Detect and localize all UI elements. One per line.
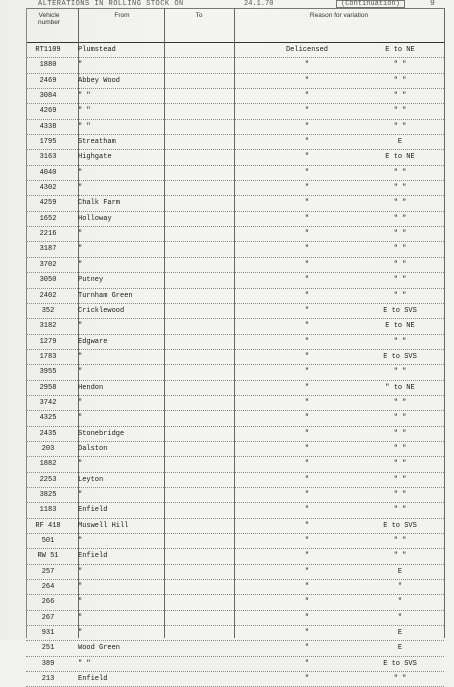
from-cell: " <box>78 184 83 193</box>
from-cell: Hendon <box>78 383 104 392</box>
table-row <box>26 319 444 334</box>
table-row <box>26 672 444 687</box>
header-from: From <box>114 12 130 19</box>
from-cell: Streatham <box>78 138 116 147</box>
reason-cell: " <box>304 322 310 331</box>
from-cell: " " <box>78 107 91 116</box>
reason-cell: " <box>304 506 310 515</box>
vehicle-number-cell: 1783 <box>39 352 57 361</box>
reason-cell: " <box>304 107 310 116</box>
table-row <box>26 166 444 181</box>
table-row <box>26 580 444 595</box>
variation-cell: E <box>397 629 403 638</box>
from-cell: " <box>78 629 83 638</box>
table-row <box>26 488 444 503</box>
from-cell: " <box>78 598 83 607</box>
reason-cell: " <box>304 552 310 561</box>
reason-cell: " <box>304 168 310 177</box>
from-cell: Leyton <box>78 475 104 484</box>
table-row <box>26 104 444 119</box>
variation-cell: " " <box>393 675 407 684</box>
header-reason: Reason for variation <box>309 12 369 19</box>
vehicle-number-cell: 3163 <box>39 153 57 162</box>
variation-cell: " " <box>393 444 407 453</box>
reason-cell: " <box>304 245 310 254</box>
vehicle-number-cell: 501 <box>41 537 55 545</box>
reason-cell: " <box>304 276 310 285</box>
reason-cell: " <box>304 61 310 70</box>
table-row <box>26 657 444 672</box>
table-row <box>26 181 444 196</box>
variation-cell: E to NE <box>385 153 415 162</box>
vehicle-number-cell: 931 <box>41 629 55 638</box>
vehicle-number-cell: 213 <box>41 675 55 684</box>
table-row <box>26 304 444 319</box>
reason-cell: " <box>304 444 310 453</box>
vehicle-number-cell: RT1109 <box>35 46 61 54</box>
variation-cell: E to SVS <box>383 521 417 530</box>
document-title: ALTERATIONS IN ROLLING STOCK ON <box>38 0 184 8</box>
reason-cell: " <box>304 490 310 499</box>
vehicle-number-cell: 1183 <box>39 506 57 515</box>
reason-cell: " <box>304 306 310 315</box>
variation-cell: " " <box>393 76 407 85</box>
table-row <box>26 365 444 380</box>
reason-cell: " <box>304 122 310 131</box>
table-row <box>26 411 444 426</box>
table-row <box>26 135 444 150</box>
vehicle-number-cell: 1882 <box>39 460 57 469</box>
variation-cell: " <box>397 613 403 622</box>
reason-cell: " <box>304 460 310 469</box>
from-cell: Plumstead <box>78 46 116 54</box>
page-top-line <box>18 0 448 8</box>
reason-cell: " <box>304 230 310 239</box>
vehicle-number-cell: 2958 <box>39 383 57 392</box>
variation-cell: E to SVS <box>383 659 417 668</box>
reason-cell: " <box>304 291 310 300</box>
vehicle-number-cell: 3955 <box>39 368 57 377</box>
reason-cell: " <box>304 598 310 607</box>
reason-cell: " <box>304 567 310 576</box>
vehicle-number-cell: RW 51 <box>37 552 59 561</box>
variation-cell: " " <box>393 107 407 116</box>
from-cell: " <box>78 398 83 407</box>
header-vehicle-number: Vehicle number <box>37 12 61 26</box>
reason-cell: " <box>304 398 310 407</box>
table-row <box>26 549 444 564</box>
table-row <box>26 427 444 442</box>
vehicle-number-cell: 3084 <box>39 92 57 101</box>
from-cell: Turnham Green <box>78 291 133 300</box>
table-row <box>26 212 444 227</box>
table-row <box>26 258 444 273</box>
from-cell: " <box>78 61 83 70</box>
reason-cell: " <box>304 644 310 653</box>
variation-cell: " " <box>393 260 407 269</box>
vehicle-number-cell: 251 <box>41 644 55 653</box>
variation-cell: " " <box>393 460 407 469</box>
reason-cell: " <box>304 675 310 684</box>
variation-cell: " " <box>393 337 407 346</box>
from-cell: " " <box>78 122 91 131</box>
variation-cell: " " <box>393 414 407 423</box>
table-row <box>26 442 444 457</box>
reason-cell: " <box>304 521 310 530</box>
table-row <box>26 350 444 365</box>
vehicle-number-cell: 2402 <box>39 291 57 300</box>
variation-cell: E to SVS <box>383 306 417 315</box>
reason-cell: " <box>304 199 310 208</box>
variation-cell: " " <box>393 245 407 254</box>
variation-cell: " " <box>393 552 407 561</box>
reason-cell: " <box>304 537 310 545</box>
vehicle-number-cell: 4259 <box>39 199 57 208</box>
vehicle-number-cell: 203 <box>41 444 55 453</box>
variation-cell: E to NE <box>385 322 415 331</box>
from-cell: Stonebridge <box>78 429 125 438</box>
reason-cell: " <box>304 337 310 346</box>
reason-cell: Delicensed <box>285 46 328 54</box>
variation-cell: " " <box>393 506 407 515</box>
from-cell: Dalston <box>78 444 108 453</box>
reason-cell: " <box>304 76 310 85</box>
from-cell: " " <box>78 659 91 668</box>
table-row <box>26 641 444 656</box>
table-header <box>26 8 444 43</box>
reason-cell: " <box>304 414 310 423</box>
variation-cell: " " <box>393 291 407 300</box>
from-cell: Muswell Hill <box>78 521 129 530</box>
variation-cell: E <box>397 644 403 653</box>
reason-cell: " <box>304 659 310 668</box>
table-row <box>26 196 444 211</box>
vehicle-number-cell: 267 <box>41 613 55 622</box>
table-row <box>26 457 444 472</box>
table-row <box>26 473 444 488</box>
vehicle-number-cell: 264 <box>41 583 55 592</box>
variation-cell: E to SVS <box>383 352 417 361</box>
from-cell: Cricklewood <box>78 306 125 315</box>
variation-cell: E <box>397 138 403 147</box>
variation-cell: " " <box>393 61 407 70</box>
from-cell: " <box>78 567 83 576</box>
reason-cell: " <box>304 184 310 193</box>
from-cell: Edgware <box>78 337 108 346</box>
table-row <box>26 43 444 58</box>
table-row <box>26 150 444 165</box>
reason-cell: " <box>304 429 310 438</box>
variation-cell: " " <box>393 368 407 377</box>
variation-cell: " <box>397 598 403 607</box>
vehicle-number-cell: 2469 <box>39 76 57 85</box>
table-row <box>26 519 444 534</box>
from-cell: " <box>78 368 83 377</box>
table-row <box>26 381 444 396</box>
from-cell: " <box>78 490 83 499</box>
vehicle-number-cell: 3182 <box>39 322 57 331</box>
table-right-border <box>444 8 445 638</box>
document-date: 24.1.70 <box>244 0 274 8</box>
table-row <box>26 242 444 257</box>
table-row <box>26 626 444 641</box>
vehicle-number-cell: 2216 <box>39 230 57 239</box>
page-number: 9 <box>430 0 435 8</box>
reason-cell: " <box>304 153 310 162</box>
vehicle-number-cell: 3825 <box>39 490 57 499</box>
header-to: To <box>195 12 203 19</box>
variation-cell: " " <box>393 475 407 484</box>
variation-cell: E <box>397 567 403 576</box>
reason-cell: " <box>304 613 310 622</box>
variation-cell: " " <box>393 398 407 407</box>
vehicle-number-cell: 4338 <box>39 122 57 131</box>
from-cell: Wood Green <box>78 644 121 653</box>
from-cell: " <box>78 245 83 254</box>
reason-cell: " <box>304 383 310 392</box>
table-row <box>26 120 444 135</box>
table-row <box>26 58 444 73</box>
table-row <box>26 289 444 304</box>
from-cell: " <box>78 583 83 592</box>
vehicle-number-cell: 1880 <box>39 61 57 70</box>
table-row <box>26 565 444 580</box>
variation-cell: " " <box>393 429 407 438</box>
vehicle-number-cell: 3187 <box>39 245 57 254</box>
table-row <box>26 74 444 89</box>
variation-cell: " " <box>393 184 407 193</box>
from-cell: " <box>78 322 83 331</box>
variation-cell: " " <box>393 214 407 223</box>
vehicle-number-cell: 1652 <box>39 214 57 223</box>
variation-cell: E to NE <box>385 46 415 54</box>
vehicle-number-cell: 3050 <box>39 276 57 285</box>
variation-cell: " to NE <box>385 383 415 392</box>
vehicle-number-cell: 4302 <box>39 184 57 193</box>
table-row <box>26 273 444 288</box>
vehicle-number-cell: 1279 <box>39 337 57 346</box>
table-row <box>26 534 444 549</box>
reason-cell: " <box>304 92 310 101</box>
table-row <box>26 335 444 350</box>
reason-cell: " <box>304 352 310 361</box>
vehicle-number-cell: 4040 <box>39 168 57 177</box>
variation-cell: " " <box>393 168 407 177</box>
from-cell: Enfield <box>78 506 108 515</box>
table-row <box>26 611 444 626</box>
variation-cell: " " <box>393 230 407 239</box>
variation-cell: " <box>397 583 403 592</box>
table-row <box>26 89 444 104</box>
reason-cell: " <box>304 475 310 484</box>
from-cell: " <box>78 352 83 361</box>
variation-cell: " " <box>393 276 407 285</box>
table-row <box>26 503 444 518</box>
table-row <box>26 227 444 242</box>
from-cell: " <box>78 460 83 469</box>
table-body <box>26 43 444 687</box>
from-cell: " <box>78 613 83 622</box>
reason-cell: " <box>304 629 310 638</box>
reason-cell: " <box>304 368 310 377</box>
from-cell: Putney <box>78 276 104 285</box>
table-row <box>26 396 444 411</box>
vehicle-number-cell: 389 <box>41 659 55 668</box>
from-cell: Highgate <box>78 153 112 162</box>
vehicle-number-cell: 2253 <box>39 475 57 484</box>
variation-cell: " " <box>393 537 407 545</box>
from-cell: Chalk Farm <box>78 199 121 208</box>
from-cell: " <box>78 414 83 423</box>
from-cell: Holloway <box>78 214 112 223</box>
vehicle-number-cell: RF 418 <box>35 521 61 530</box>
vehicle-number-cell: 2435 <box>39 429 57 438</box>
from-cell: Enfield <box>78 552 108 561</box>
reason-cell: " <box>304 583 310 592</box>
reason-cell: " <box>304 260 310 269</box>
vehicle-number-cell: 3702 <box>39 260 57 269</box>
from-cell: " <box>78 537 83 545</box>
from-cell: Enfield <box>78 675 108 684</box>
vehicle-number-cell: 266 <box>41 598 55 607</box>
from-cell: " <box>78 260 83 269</box>
variation-cell: " " <box>393 92 407 101</box>
vehicle-number-cell: 257 <box>41 567 55 576</box>
vehicle-number-cell: 3742 <box>39 398 57 407</box>
variation-cell: " " <box>393 199 407 208</box>
from-cell: " " <box>78 92 91 101</box>
vehicle-number-cell: 1795 <box>39 138 57 147</box>
reason-cell: " <box>304 138 310 147</box>
variation-cell: " " <box>393 490 407 499</box>
continuation-label: (Continuation) <box>336 0 405 8</box>
from-cell: " <box>78 168 83 177</box>
vehicle-number-cell: 352 <box>41 306 55 315</box>
from-cell: Abbey Wood <box>78 76 121 85</box>
variation-cell: " " <box>393 122 407 131</box>
from-cell: " <box>78 230 83 239</box>
reason-cell: " <box>304 214 310 223</box>
vehicle-number-cell: 4325 <box>39 414 57 423</box>
table-row <box>26 595 444 610</box>
vehicle-number-cell: 4269 <box>39 107 57 116</box>
